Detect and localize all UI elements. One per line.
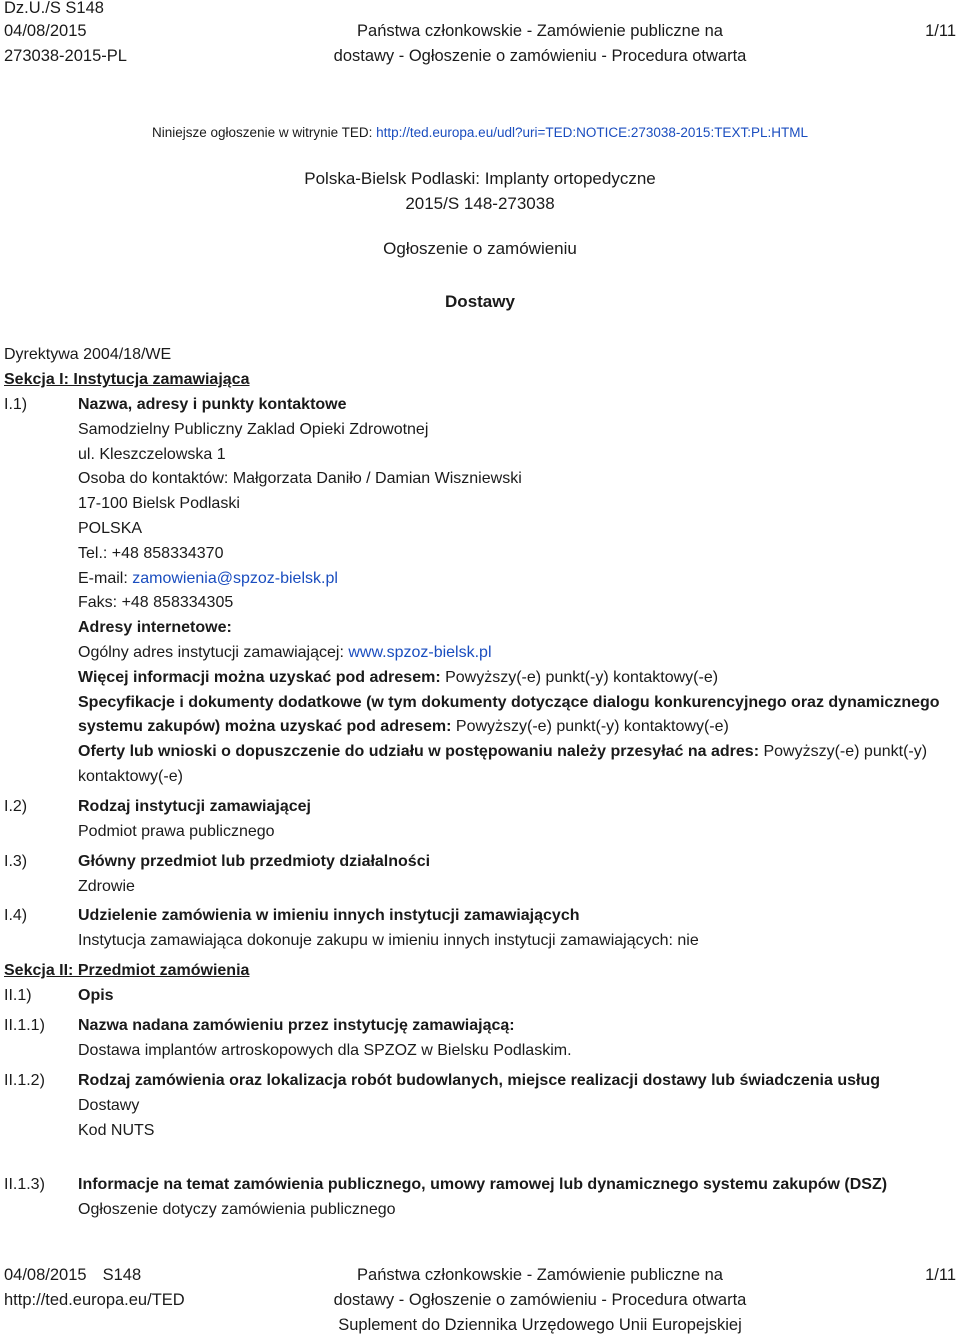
ii13-heading: Informacje na temat zamówienia publicznego, umowy ramowej lub dynamicznego systemu zakupów (DSZ) xyxy=(78,1176,888,1193)
notice-number: 2015/S 148-273038 xyxy=(405,194,555,213)
ii12-number: II.1.2) xyxy=(4,1072,45,1089)
i2-block xyxy=(78,795,944,845)
ii11-heading: Nazwa nadana zamówieniu przez instytucję zamawiającą: xyxy=(78,1017,515,1034)
i2-number: I.2) xyxy=(4,798,28,815)
i1-general-label: Ogólny adres instytucji zamawiającej: xyxy=(78,643,349,661)
ii13-block xyxy=(78,1173,944,1223)
i4-heading: Udzielenie zamówienia w imieniu innych instytucji zamawiających xyxy=(78,907,580,924)
i3-value: Zdrowie xyxy=(78,877,135,895)
i1-spec-label: Specyfikacje i dokumenty dodatkowe (w tym dokumenty dotyczące dialogu konkurencyjnego oraz dynamicznego systemu zakupów) można uzyskać pod adresem: xyxy=(78,693,940,736)
i1-more-info-label: Więcej informacji można uzyskać pod adresem: xyxy=(78,668,446,686)
ii1-heading: Opis xyxy=(78,987,114,1004)
footer-date: 04/08/2015 xyxy=(4,1266,87,1284)
header-title-line1: Państwa członkowskie - Zamówienie publiczne na xyxy=(357,22,723,40)
ii12-value2: Kod NUTS xyxy=(78,1121,155,1139)
i1-more-info-value: Powyższy(-e) punkt(-y) kontaktowy(-e) xyxy=(445,668,719,686)
ii1-block xyxy=(78,984,944,1009)
section1-title: Sekcja I: Instytucja zamawiająca xyxy=(4,371,250,388)
header-date: 04/08/2015 xyxy=(4,22,87,40)
header-notice-ref: 273038-2015-PL xyxy=(4,47,127,65)
i4-block xyxy=(78,904,944,954)
footer-title xyxy=(260,1263,820,1338)
ii12-block xyxy=(78,1069,944,1143)
footer-supplement: Suplement do Dziennika Urzędowego Unii Europejskiej xyxy=(338,1316,742,1334)
ii12-value1: Dostawy xyxy=(78,1096,140,1114)
i1-spec xyxy=(78,691,944,741)
i1-general-line xyxy=(78,641,944,666)
i1-more-info xyxy=(78,666,944,691)
ii13-number: II.1.3) xyxy=(4,1176,45,1193)
ii11-value: Dostawa implantów artroskopowych dla SPZOZ w Bielsku Podlaskim. xyxy=(78,1041,572,1059)
ted-link-line xyxy=(0,122,960,144)
ii11-number: II.1.1) xyxy=(4,1017,45,1034)
i2-heading: Rodzaj instytucji zamawiającej xyxy=(78,798,311,815)
ii1-number: II.1) xyxy=(4,987,32,1004)
i1-offers-label: Oferty lub wnioski o dopuszczenie do udziału w postępowaniu należy przesyłać na adres: xyxy=(78,743,764,761)
header-page: 1/11 xyxy=(925,22,956,40)
i2-value: Podmiot prawa publicznego xyxy=(78,822,275,840)
i1-web-heading: Adresy internetowe: xyxy=(78,619,232,637)
footer-journal: S148 xyxy=(102,1266,142,1284)
i4-value: Instytucja zamawiająca dokonuje zakupu w imieniu innych instytucji zamawiających: nie xyxy=(78,931,699,949)
i1-heading: Nazwa, adresy i punkty kontaktowe xyxy=(78,396,347,413)
i3-block xyxy=(78,850,944,900)
i3-heading: Główny przedmiot lub przedmioty działalności xyxy=(78,853,431,870)
i1-number: I.1) xyxy=(4,396,28,413)
i1-offers-value: Powyższy(-e) punkt(-y) kontaktowy(-e) xyxy=(78,743,928,785)
notice-category: Dostawy xyxy=(445,292,515,311)
footer-page: 1/11 xyxy=(925,1266,956,1284)
i1-email-label: E-mail: xyxy=(78,569,133,587)
ii12-heading: Rodzaj zamówienia oraz lokalizacja robót budowlanych, miejsce realizacji dostawy lub świadczenia usług xyxy=(78,1072,880,1089)
i1-fax: Faks: +48 858334305 xyxy=(78,594,234,612)
header-journal: Dz.U./S S148 xyxy=(4,0,104,17)
section2-title: Sekcja II: Przedmiot zamówienia xyxy=(4,962,250,979)
i1-general-link[interactable]: www.spzoz-bielsk.pl xyxy=(348,643,492,661)
i1-tel: Tel.: +48 858334370 xyxy=(78,544,224,562)
footer-title-line2: dostawy - Ogłoszenie o zamówieniu - Procedura otwarta xyxy=(333,1291,747,1309)
ted-link-prefix: Niniejsze ogłoszenie w witrynie TED: xyxy=(152,125,377,140)
i3-number: I.3) xyxy=(4,853,28,870)
i1-org: Samodzielny Publiczny Zaklad Opieki Zdrowotnej xyxy=(78,420,429,438)
ii11-block xyxy=(78,1014,944,1064)
footer-date-journal xyxy=(4,1265,141,1285)
footer-title-line1: Państwa członkowskie - Zamówienie publiczne na xyxy=(357,1266,723,1284)
notice-type: Ogłoszenie o zamówieniu xyxy=(383,239,577,258)
ii13-value: Ogłoszenie dotyczy zamówienia publicznego xyxy=(78,1200,396,1218)
i1-offers xyxy=(78,740,944,790)
header-title xyxy=(260,19,820,69)
i1-block xyxy=(78,393,944,790)
directive: Dyrektywa 2004/18/WE xyxy=(4,346,172,363)
i1-spec-value: Powyższy(-e) punkt(-y) kontaktowy(-e) xyxy=(455,718,729,736)
i1-street: ul. Kleszczelowska 1 xyxy=(78,445,226,463)
i4-number: I.4) xyxy=(4,907,28,924)
i1-city: 17-100 Bielsk Podlaski xyxy=(78,495,240,513)
header-title-line2: dostawy - Ogłoszenie o zamówieniu - Procedura otwarta xyxy=(333,47,747,65)
i1-contact: Osoba do kontaktów: Małgorzata Daniło / Damian Wiszniewski xyxy=(78,470,522,488)
footer-site[interactable]: http://ted.europa.eu/TED xyxy=(4,1291,185,1309)
notice-main-title: Polska-Bielsk Podlaski: Implanty ortopedyczne xyxy=(304,169,656,188)
ted-link[interactable]: http://ted.europa.eu/udl?uri=TED:NOTICE:273038-2015:TEXT:PL:HTML xyxy=(376,125,808,140)
i1-country: POLSKA xyxy=(78,519,143,537)
i1-email-line xyxy=(78,567,944,592)
i1-email-link[interactable]: zamowienia@spzoz-bielsk.pl xyxy=(132,569,338,587)
